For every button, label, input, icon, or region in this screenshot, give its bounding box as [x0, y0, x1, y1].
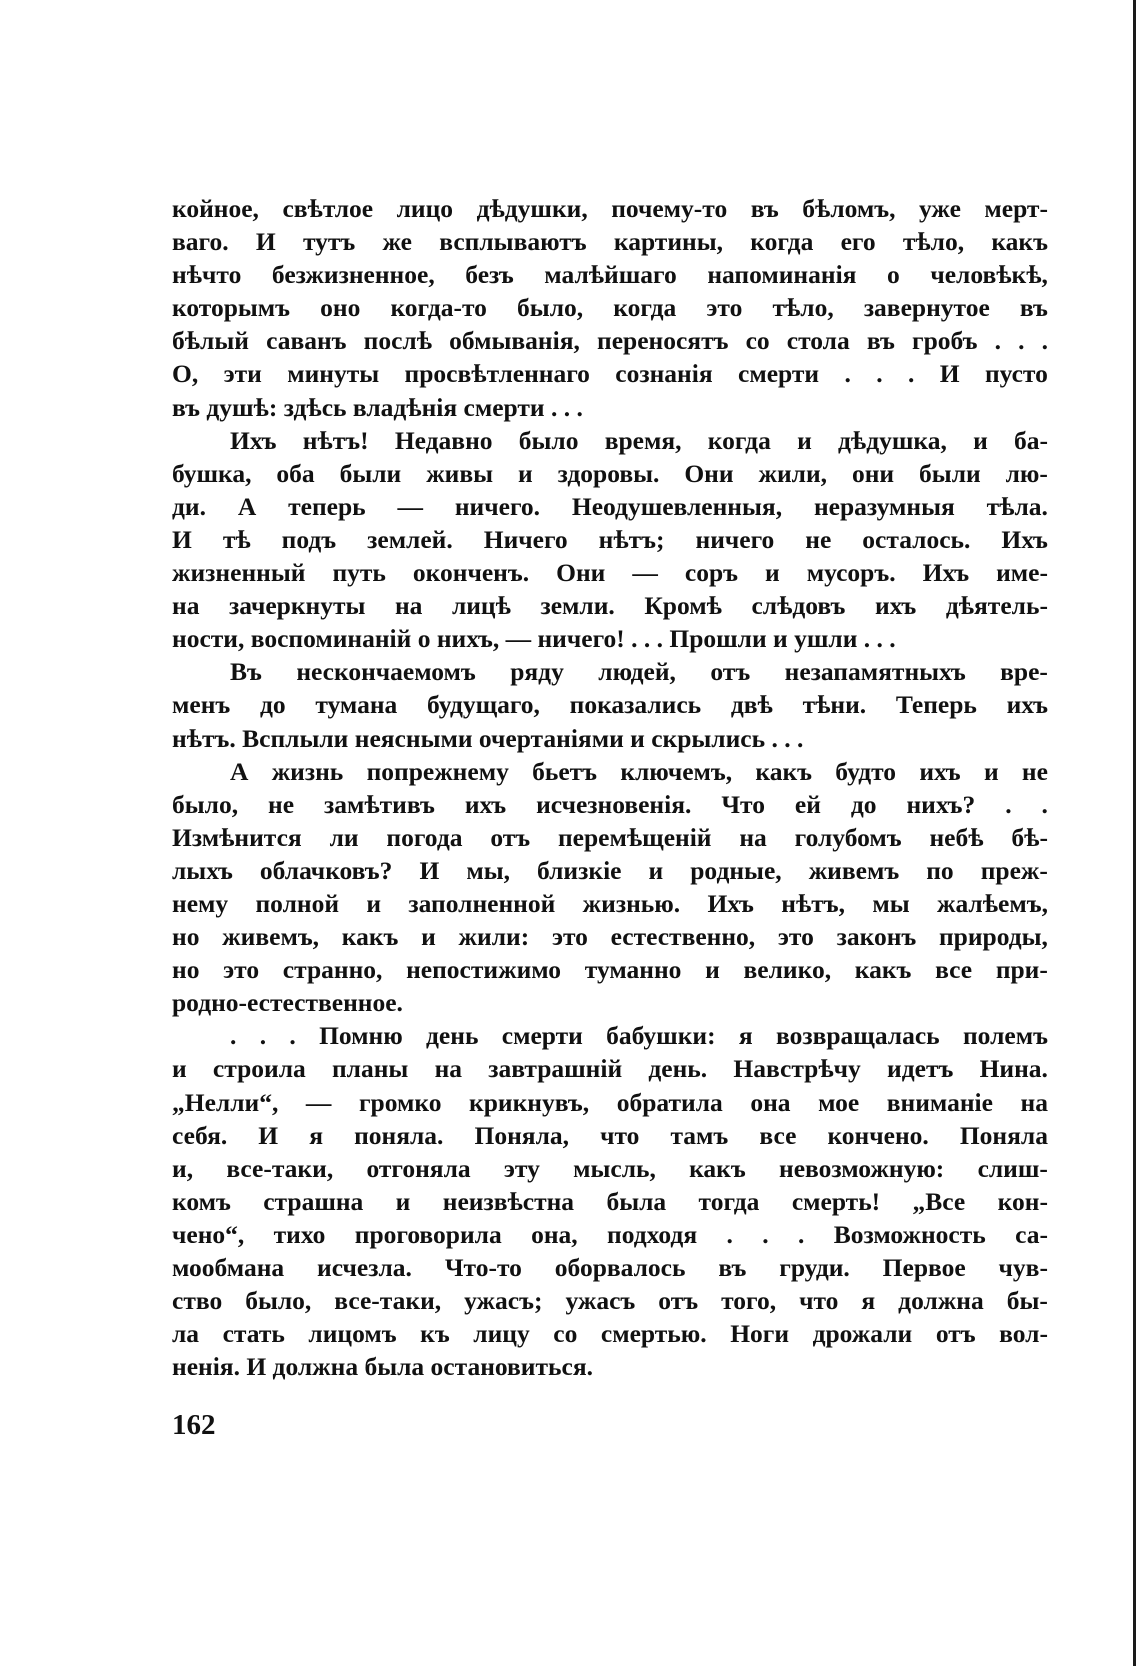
text-line: нѣтъ. Всплыли неясными очертаніями и скрылись . . . — [172, 723, 804, 753]
text-line: А жизнь попрежнему бьетъ ключемъ, какъ будто ихъ и не — [230, 756, 1048, 786]
text-line: мообмана исчезла. Что-то оборвалось въ груди. Первое чув- — [172, 1253, 1048, 1282]
scan-edge-line — [1133, 0, 1136, 1666]
text-line: „Нелли“, — громко крикнувъ, обратила она мое вниманіе на — [172, 1087, 1048, 1117]
text-line: нему полной и заполненной жизнью. Ихъ нѣтъ, мы жалѣемъ, — [172, 888, 1048, 918]
text-line: себя. И я поняла. Поняла, что тамъ все кончено. Поняла — [172, 1120, 1048, 1150]
text-line: О, эти минуты просвѣтленнаго сознанія смерти . . . И пусто — [172, 359, 1048, 389]
body-text — [172, 192, 1048, 1383]
text-line: ла стать лицомъ къ лицу со смертью. Ноги дрожали отъ вол- — [172, 1319, 1048, 1349]
text-line: и строила планы на завтрашній день. Навстрѣчу идетъ Нина. — [172, 1054, 1048, 1084]
text-line: бушка, оба были живы и здоровы. Они жили, они были лю- — [172, 458, 1048, 488]
text-line: лыхъ облачковъ? И мы, близкіе и родные, живемъ по преж- — [172, 855, 1048, 885]
text-line: койное, свѣтлое лицо дѣдушки, почему-то въ бѣломъ, уже мерт- — [172, 194, 1048, 223]
text-line: ности, воспоминаній о нихъ, — ничего! . . . Прошли и ушли . . . — [172, 624, 896, 654]
text-line: нѣчто безжизненное, безъ малѣйшаго напоминанія о человѣкѣ, — [172, 260, 1048, 290]
text-line: . . . Помню день смерти бабушки: я возвращалась полемъ — [230, 1021, 1048, 1051]
text-line: ваго. И тутъ же всплываютъ картины, когда его тѣло, какъ — [172, 227, 1048, 257]
text-line: Измѣнится ли погода отъ перемѣщеній на голубомъ небѣ бѣ- — [172, 822, 1048, 852]
text-line: было, не замѣтивъ ихъ исчезновенія. Что ей до нихъ? . . — [172, 789, 1048, 819]
text-line: и, все-таки, отгоняла эту мысль, какъ невозможную: слиш- — [172, 1153, 1048, 1183]
text-line: но живемъ, какъ и жили: это естественно, это законъ природы, — [172, 922, 1048, 952]
text-line: жизненный путь оконченъ. Они — соръ и мусоръ. Ихъ име- — [172, 558, 1048, 588]
text-line: комъ страшна и неизвѣстна была тогда смерть! „Все кон- — [172, 1186, 1048, 1216]
text-line: но это странно, непостижимо туманно и велико, какъ все при- — [172, 955, 1048, 985]
text-line: ди. А теперь — ничего. Неодушевленныя, неразумныя тѣла. — [172, 491, 1048, 521]
text-line: бѣлый саванъ послѣ обмыванія, переносятъ со стола въ гробъ . . . — [172, 326, 1048, 356]
text-line: въ душѣ: здѣсь владѣнія смерти . . . — [172, 392, 583, 422]
text-line: И тѣ подъ землей. Ничего нѣтъ; ничего не осталось. Ихъ — [172, 524, 1048, 554]
text-line: менъ до тумана будущаго, показались двѣ тѣни. Теперь ихъ — [172, 690, 1048, 720]
text-line: ство было, все-таки, ужасъ; ужасъ отъ того, что я должна бы- — [172, 1286, 1048, 1316]
text-line: чено“, тихо проговорила она, подходя . . . Возможность са- — [172, 1219, 1048, 1249]
text-line: Въ нескончаемомъ ряду людей, отъ незапамятныхъ вре- — [230, 657, 1048, 687]
text-line: ненія. И должна была остановиться. — [172, 1352, 593, 1382]
text-line: Ихъ нѣтъ! Недавно было время, когда и дѣдушка, и ба- — [230, 425, 1048, 455]
page-number: 162 — [172, 1409, 216, 1441]
text-line: которымъ оно когда-то было, когда это тѣло, завернутое въ — [172, 293, 1048, 323]
text-line: родно-естественное. — [172, 988, 403, 1018]
text-line: на зачеркнуты на лицѣ земли. Кромѣ слѣдовъ ихъ дѣятель- — [172, 591, 1048, 621]
